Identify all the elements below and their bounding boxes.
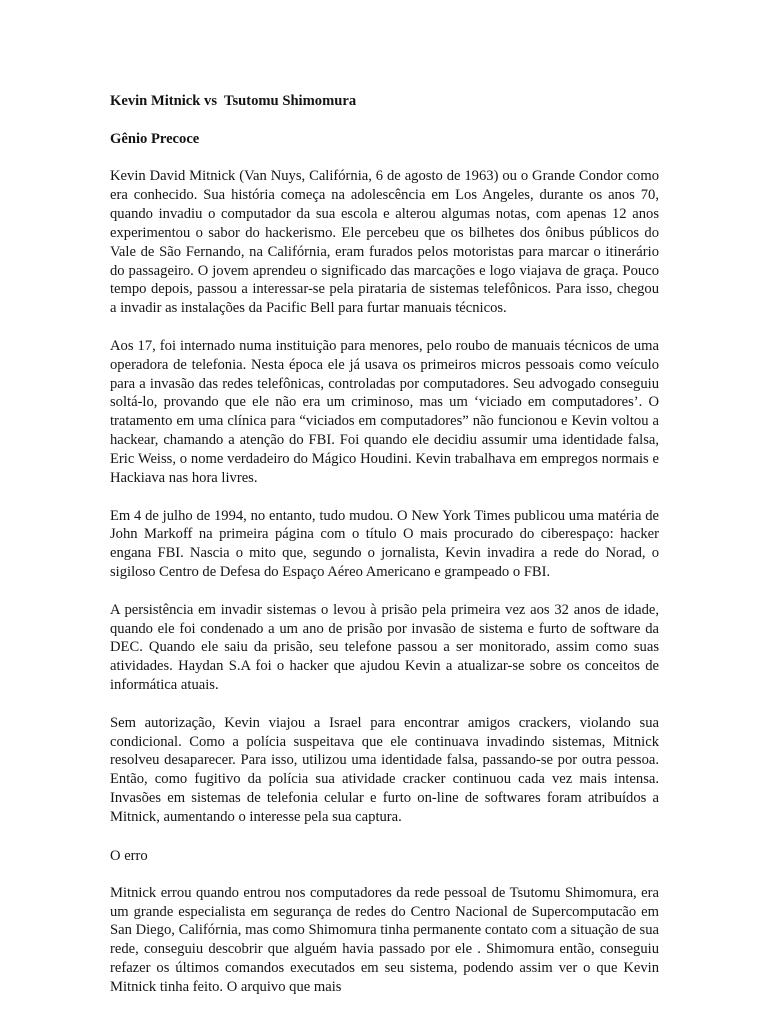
paragraph: Aos 17, foi internado numa instituição para menores, pelo roubo de manuais técnicos de uma operadora de telefonia. Nesta época ele já usava os primeiros micros pessoais como veículo para a invasão das redes telefônicas, controladas por computadores. Seu advogado conseguiu soltá-lo, provando que ele não era um criminoso, mas um ‘viciado em computadores’. O tratamento em uma clínica para “viciados em computadores” não funcionou e Kevin voltou a hackear, chamando a atenção do FBI. Foi quando ele decidiu assumir uma identidade falsa, Eric Weiss, o nome verdadeiro do Mágico Houdini. Kevin trabalhava em empregos normais e Hackiava nas hora livres. [110,337,659,487]
paragraph: Mitnick errou quando entrou nos computadores da rede pessoal de Tsutomu Shimomura, era um grande especialista em segurança de redes do Centro Nacional de Supercomputacão em San Diego, Califórnia, mas como Shimomura tinha permanente contato com a situação de sua rede, conseguiu descobrir que alguém havia passado por ele . Shimomura então, conseguiu refazer os últimos comandos executados em seu sistema, podendo assim ver o que Kevin Mitnick tinha feito. O arquivo que mais [110,884,659,996]
document-title: Kevin Mitnick vs Tsutomu Shimomura [110,93,357,109]
paragraph: Sem autorização, Kevin viajou a Israel para encontrar amigos crackers, violando sua condicional. Como a polícia suspeitava que ele continuava invadindo sistemas, Mitnick resolveu desaparecer. Para isso, utilizou uma identidade falsa, passando-se por outra pessoa. Então, como fugitivo da polícia sua atividade cracker continuou cada vez mais intensa. Invasões em sistemas de telefonia celular e furto on-line de softwares foram atribuídos a Mitnick, aumentando o interesse pela sua captura. [110,714,659,826]
document-page [110,91,659,1016]
paragraph: Kevin David Mitnick (Van Nuys, Califórnia, 6 de agosto de 1963) ou o Grande Condor como era conhecido. Sua história começa na adolescência em Los Angeles, durante os anos 70, quando invadiu o computador da sua escola e alterou algumas notas, com apenas 12 anos experimentou o sabor do hackerismo. Ele percebeu que os bilhetes dos ônibus públicos do Vale de São Fernando, na Califórnia, eram furados pelos motoristas para marcar o itinerário do passageiro. O jovem aprendeu o significado das marcações e logo viajava de graça. Pouco tempo depois, passou a interessar-se pela pirataria de sistemas telefônicos. Para isso, chegou a invadir as instalações da Pacific Bell para furtar manuais técnicos. [110,168,659,317]
paragraph: A persistência em invadir sistemas o levou à prisão pela primeira vez aos 32 anos de idade, quando ele foi condenado a um ano de prisão por invasão de sistema e furto de software da DEC. Quando ele saiu da prisão, seu telefone passou a ser monitorado, assim como suas atividades. Haydan S.A foi o hacker que ajudou Kevin a atualizar-se sobre os conceitos de informática atuais. [110,601,659,694]
paragraph: Em 4 de julho de 1994, no entanto, tudo mudou. O New York Times publicou uma matéria de John Markoff na primeira página com o título O mais procurado do ciberespaço: hacker engana FBI. Nascia o mito que, segundo o jornalista, Kevin invadira a rede do Norad, o sigiloso Centro de Defesa do Espaço Aéreo Americano e grampeado o FBI. [110,507,659,581]
section-title-genio-precoce: Gênio Precoce [110,131,200,147]
section-heading-o-erro: O erro [110,847,148,864]
